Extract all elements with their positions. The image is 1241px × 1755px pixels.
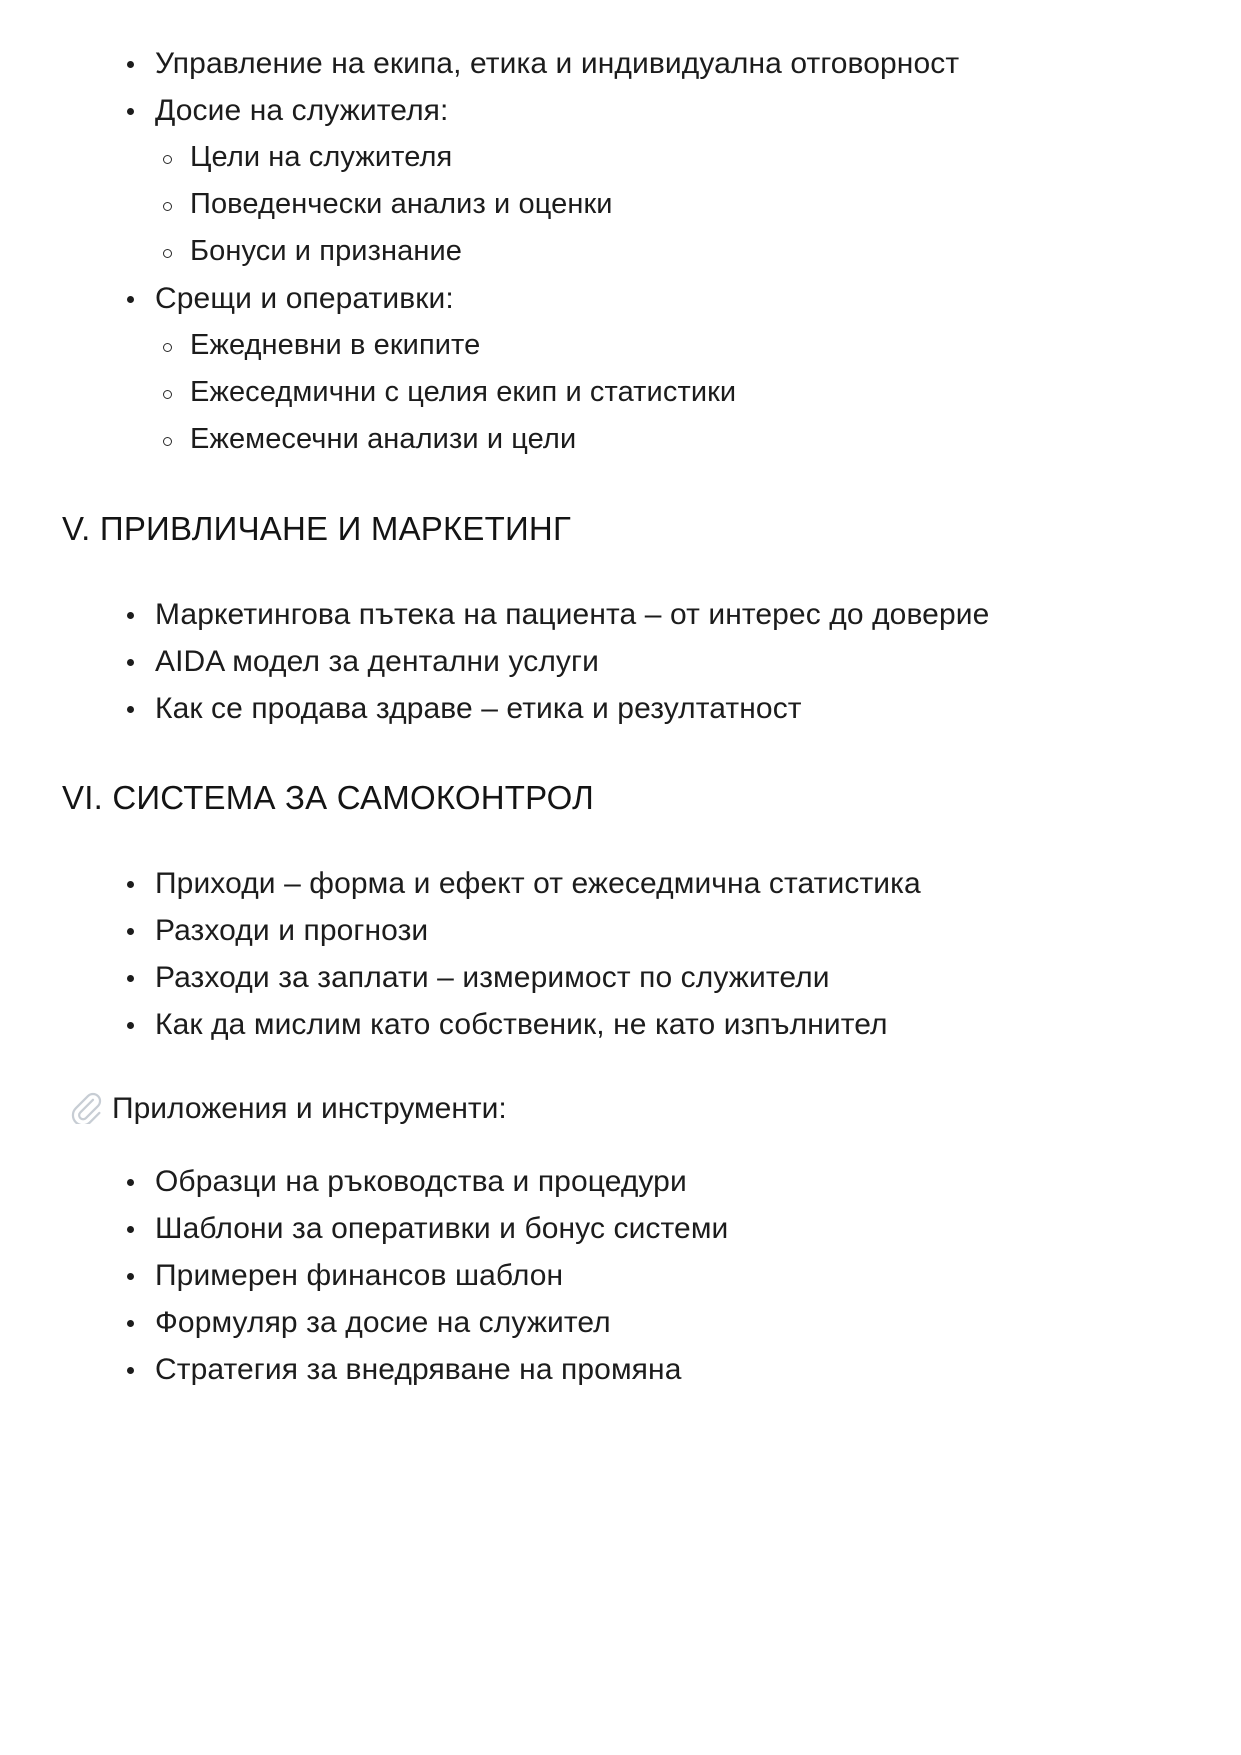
spacer bbox=[60, 551, 1181, 591]
list-item-label: Приходи – форма и ефект от ежеседмична статистика bbox=[155, 867, 921, 900]
list-item bbox=[60, 322, 1181, 369]
list-item-label: Бонуси и признание bbox=[190, 235, 462, 267]
list-item bbox=[60, 1299, 1181, 1346]
list-marketing bbox=[60, 591, 1181, 732]
list-item-label: Стратегия за внедряване на промяна bbox=[155, 1353, 682, 1386]
list-item bbox=[60, 40, 1181, 87]
attachments-label: Приложения и инструменти: bbox=[112, 1092, 507, 1125]
section-heading-vi: VI. СИСТЕМА ЗА САМОКОНТРОЛ bbox=[62, 779, 594, 816]
list-item bbox=[60, 275, 1181, 322]
list-self-control bbox=[60, 860, 1181, 1048]
list-item-label: Как се продава здраве – етика и резултатност bbox=[155, 692, 802, 725]
list-item-label: Образци на ръководства и процедури bbox=[155, 1165, 687, 1198]
list-item-label: Маркетингова пътека на пациента – от интерес до доверие bbox=[155, 598, 990, 631]
list-item-label: Ежемесечни анализи и цели bbox=[190, 423, 577, 455]
list-team-management bbox=[60, 40, 1181, 463]
list-item-label: Разходи за заплати – измеримост по служители bbox=[155, 961, 830, 994]
list-item-label: Досие на служителя: bbox=[155, 94, 449, 127]
list-item bbox=[60, 1346, 1181, 1393]
attachments-line bbox=[60, 1084, 1181, 1132]
list-item-label: Примерен финансов шаблон bbox=[155, 1259, 564, 1292]
paperclip-icon bbox=[68, 1090, 102, 1124]
list-item bbox=[60, 1158, 1181, 1205]
list-item bbox=[60, 1205, 1181, 1252]
list-item-label: Как да мислим като собственик, не като изпълнител bbox=[155, 1008, 888, 1041]
list-item bbox=[60, 907, 1181, 954]
list-item-label: Ежедневни в екипите bbox=[190, 329, 481, 361]
list-item-label: Управление на екипа, етика и индивидуална отговорност bbox=[155, 47, 960, 80]
list-item bbox=[60, 638, 1181, 685]
list-item bbox=[60, 860, 1181, 907]
spacer bbox=[60, 1048, 1181, 1084]
section-heading-v: V. ПРИВЛИЧАНЕ И МАРКЕТИНГ bbox=[62, 510, 572, 547]
list-item bbox=[60, 369, 1181, 416]
list-item-label: Шаблони за оперативки и бонус системи bbox=[155, 1212, 729, 1245]
list-attachments bbox=[60, 1158, 1181, 1393]
list-item-label: Цели на служителя bbox=[190, 141, 453, 173]
list-item-label: Ежеседмични с целия екип и статистики bbox=[190, 376, 737, 408]
spacer bbox=[60, 1132, 1181, 1158]
list-item-label: Срещи и оперативки: bbox=[155, 282, 454, 315]
spacer bbox=[60, 732, 1181, 776]
list-item bbox=[60, 685, 1181, 732]
spacer bbox=[60, 820, 1181, 860]
list-item bbox=[60, 1252, 1181, 1299]
list-item bbox=[60, 954, 1181, 1001]
list-item bbox=[60, 591, 1181, 638]
list-item bbox=[60, 416, 1181, 463]
list-item-label: Формуляр за досие на служител bbox=[155, 1306, 611, 1339]
list-item bbox=[60, 181, 1181, 228]
list-item-label: Разходи и прогнози bbox=[155, 914, 429, 947]
list-item-label: Поведенчески анализ и оценки bbox=[190, 188, 613, 220]
list-item bbox=[60, 87, 1181, 134]
list-item bbox=[60, 134, 1181, 181]
list-item bbox=[60, 1001, 1181, 1048]
list-item-label: AIDA модел за дентални услуги bbox=[155, 645, 599, 678]
spacer bbox=[60, 463, 1181, 507]
list-item bbox=[60, 228, 1181, 275]
